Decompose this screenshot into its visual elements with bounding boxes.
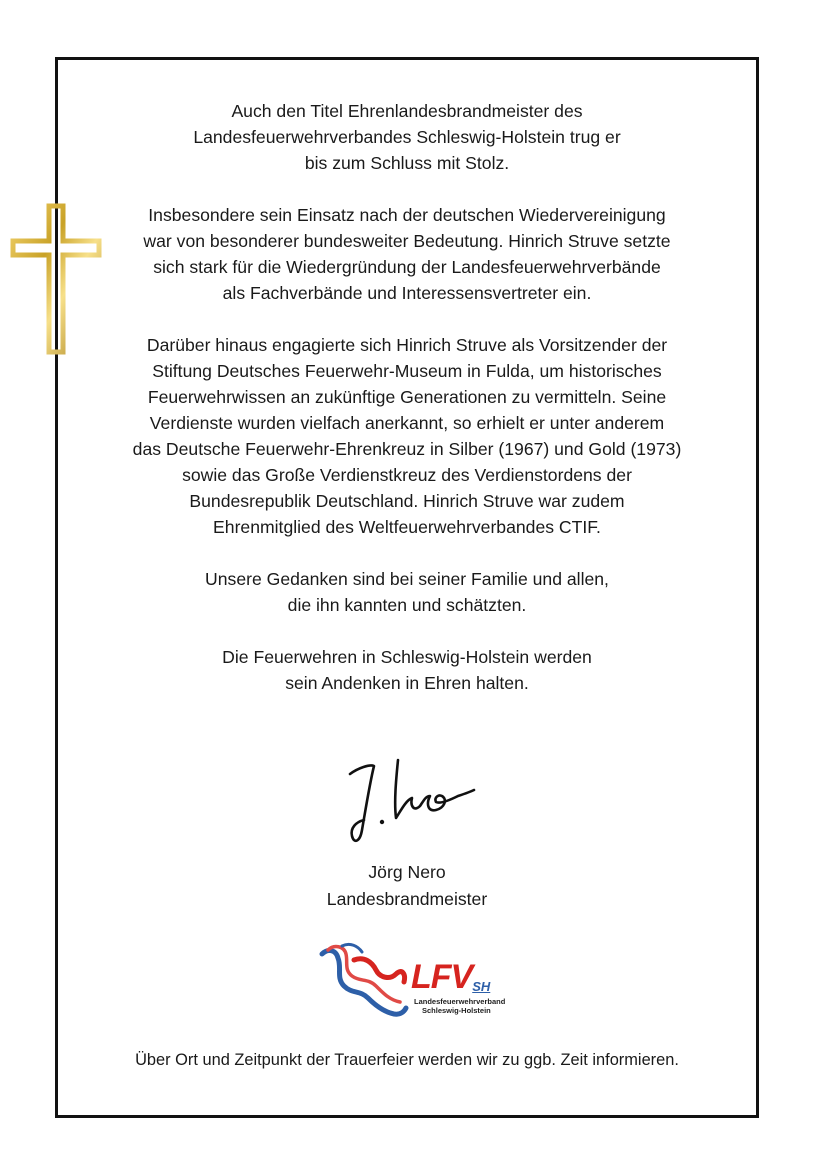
text-line: Darüber hinaus engagierte sich Hinrich Struve als Vorsitzender der	[146, 335, 668, 355]
text-line: Ehrenmitglied des Weltfeuerwehrverbandes CTIF.	[213, 517, 601, 537]
text-line: Unsere Gedanken sind bei seiner Familie und allen,	[205, 569, 609, 589]
obituary-text	[58, 98, 756, 722]
paragraph-title	[58, 98, 756, 176]
text-line: Verdienste wurden vielfach anerkannt, so erhielt er unter anderem	[149, 413, 665, 433]
gold-cross-icon	[10, 203, 102, 355]
text-line: Bundesrepublik Deutschland. Hinrich Struve war zudem	[189, 491, 625, 511]
text-line: Stiftung Deutsches Feuerwehr-Museum in Fulda, um historisches	[152, 361, 662, 381]
signature	[340, 752, 480, 852]
paragraph-merits	[58, 332, 756, 540]
signer-block	[58, 859, 756, 913]
logo-line2: Schleswig-Holstein	[422, 1005, 491, 1015]
text-line: sein Andenken in Ehren halten.	[285, 673, 529, 693]
signer-name: Jörg Nero	[368, 862, 446, 882]
footer-note: Über Ort und Zeitpunkt der Trauerfeier werden wir zu ggb. Zeit informieren.	[135, 1051, 679, 1069]
text-line: Landesfeuerwehrverbandes Schleswig-Holstein trug er	[193, 127, 621, 147]
text-line: war von besonderer bundesweiter Bedeutung. Hinrich Struve setzte	[143, 231, 671, 251]
text-line: als Fachverbände und Interessensvertreter ein.	[222, 283, 592, 303]
text-line: Insbesondere sein Einsatz nach der deutschen Wiedervereinigung	[148, 205, 666, 225]
paragraph-thoughts	[58, 566, 756, 618]
text-line: Auch den Titel Ehrenlandesbrandmeister des	[231, 101, 583, 121]
text-line: sowie das Große Verdienstkreuz des Verdienstordens der	[182, 465, 632, 485]
logo-suffix: SH	[472, 979, 491, 994]
text-line: die ihn kannten und schätzten.	[287, 595, 527, 615]
text-line: das Deutsche Feuerwehr-Ehrenkreuz in Silber (1967) und Gold (1973)	[132, 439, 682, 459]
text-line: bis zum Schluss mit Stolz.	[304, 153, 510, 173]
text-line: Feuerwehrwissen an zukünftige Generationen zu vermitteln. Seine	[147, 387, 667, 407]
logo-abbr: LFV	[411, 958, 473, 996]
paragraph-remembrance	[58, 644, 756, 696]
logo-subtitle	[414, 998, 505, 1015]
text-line: sich stark für die Wiedergründung der Landesfeuerwehrverbände	[153, 257, 661, 277]
text-line: Die Feuerwehren in Schleswig-Holstein werden	[222, 647, 592, 667]
signer-title: Landesbrandmeister	[326, 889, 488, 909]
logo-wordmark	[411, 960, 490, 994]
logo-line1: Landesfeuerwehrverband	[414, 997, 506, 1006]
paragraph-reunification	[58, 202, 756, 306]
